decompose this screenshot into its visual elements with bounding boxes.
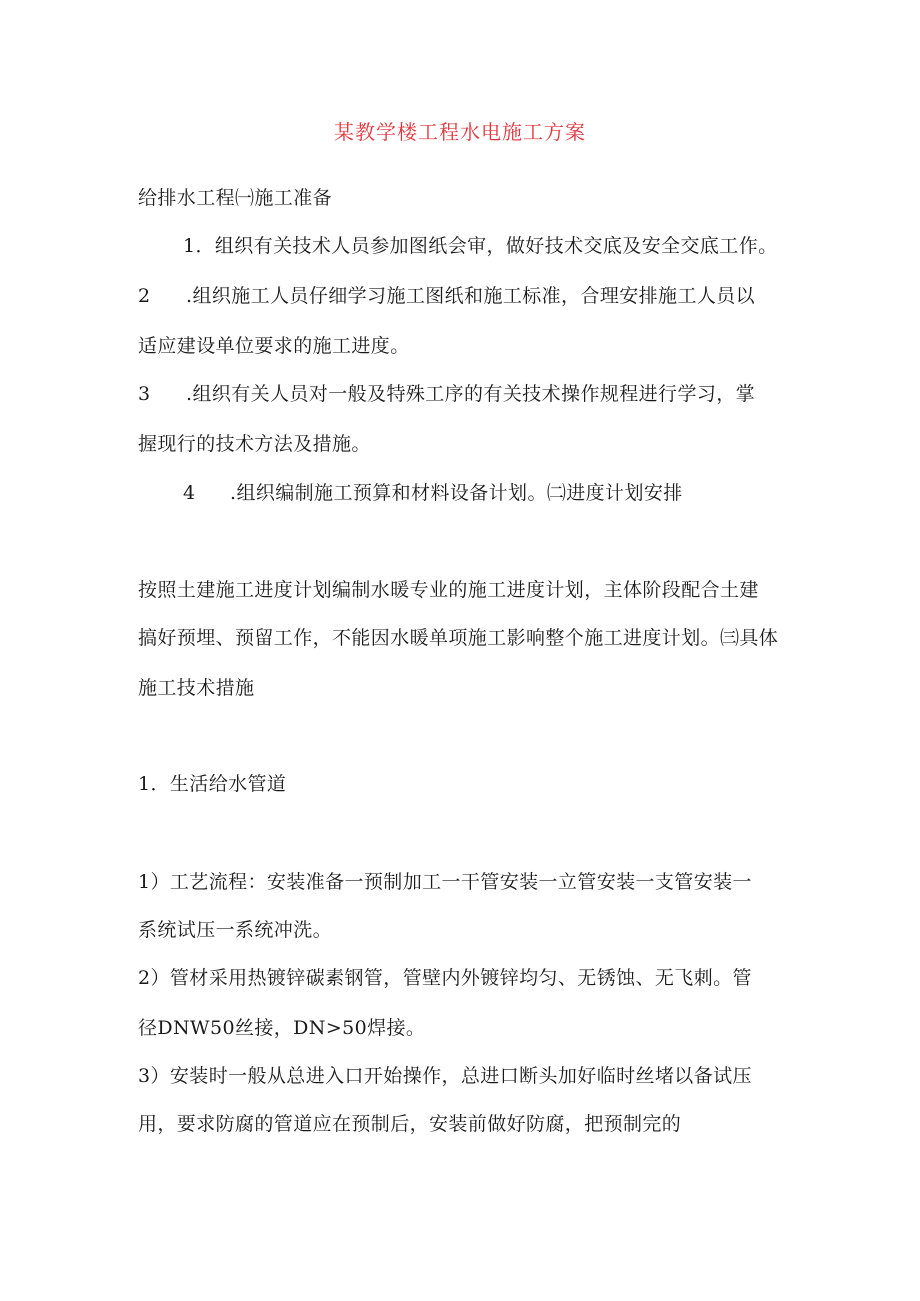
paragraph-item-4: .组织编制施工预算和材料设备计划。㈡进度计划安排: [230, 482, 683, 504]
install-paragraph-line-2: 用，要求防腐的管道应在预制后，安装前做好防腐，把预制完的: [138, 1113, 682, 1135]
schedule-paragraph-line-1: 按照土建施工进度计划编制水暖专业的施工进度计划，主体阶段配合土建: [138, 579, 759, 601]
item-number-4: 4: [183, 482, 196, 504]
section-heading-water: 给排水工程㈠施工准备: [138, 187, 333, 209]
paragraph-item-3-line-2: 握现行的技术方法及措施。: [138, 433, 371, 455]
paragraph-item-2-line-2: 适应建设单位要求的施工进度。: [138, 335, 410, 357]
subsection-heading-water-pipe: 1．生活给水管道: [138, 773, 287, 795]
schedule-paragraph-line-3: 施工技术措施: [138, 677, 255, 699]
item-number-2: 2: [138, 285, 151, 307]
material-paragraph-line-2: 径DNW50丝接，DN>50焊接。: [138, 1017, 426, 1039]
paragraph-item-1: 1．组织有关技术人员参加图纸会审，做好技术交底及安全交底工作。: [183, 235, 778, 257]
process-paragraph-line-2: 系统试压一系统冲洗。: [138, 919, 333, 941]
schedule-paragraph-line-2: 搞好预埋、预留工作，不能因水暖单项施工影响整个施工进度计划。㈢具体: [138, 627, 779, 649]
paragraph-item-2-line-1: .组织施工人员仔细学习施工图纸和施工标准，合理安排施工人员以: [186, 285, 756, 307]
item-number-3: 3: [138, 383, 151, 405]
install-paragraph-line-1: 3）安装时一般从总进入口开始操作，总进口断头加好临时丝堵以备试压: [138, 1065, 752, 1087]
document-title: 某教学楼工程水电施工方案: [334, 120, 586, 144]
paragraph-item-3-line-1: .组织有关人员对一般及特殊工序的有关技术操作规程进行学习，掌: [186, 383, 756, 405]
process-paragraph-line-1: 1）工艺流程：安装准备一预制加工一干管安装一立管安装一支管安装一: [138, 871, 752, 893]
material-paragraph-line-1: 2）管材采用热镀锌碳素钢管，管壁内外镀锌均匀、无锈蚀、无飞刺。管: [138, 967, 752, 989]
